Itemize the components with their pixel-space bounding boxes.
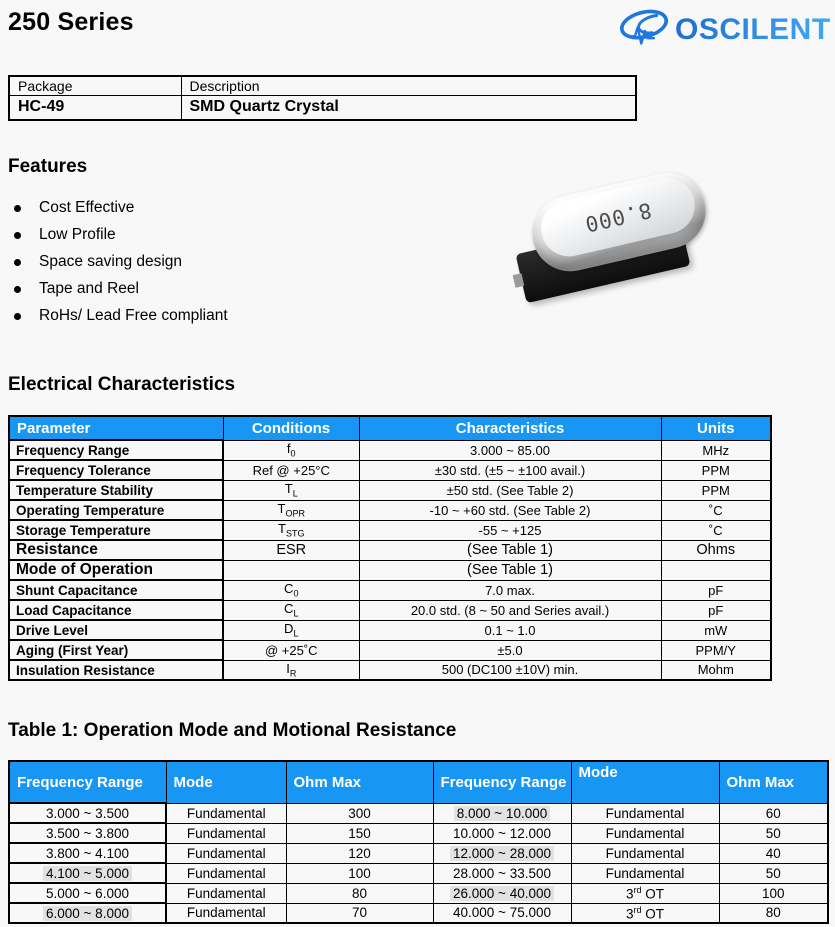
oscilent-logo xyxy=(615,5,831,55)
t1-ohm-right-cell: 80 xyxy=(719,903,828,923)
t1-mode-right-cell: 3rd OT xyxy=(571,903,719,923)
ec-conditions-cell: $C_L$ xyxy=(223,600,359,620)
t1-ohm-left-cell: 300 xyxy=(286,803,433,823)
t1-row xyxy=(9,803,828,823)
electrical-characteristics-table xyxy=(8,415,772,681)
frequency-range-value: 28.000 ~ 33.500 xyxy=(453,865,551,881)
ec-units-cell: ˚C xyxy=(661,520,771,540)
table1-heading: Table 1: Operation Mode and Motional Resistance xyxy=(8,720,457,741)
ec-header-conditions: Conditions xyxy=(223,416,359,440)
operation-mode-table xyxy=(8,760,829,924)
t1-header-ohm-right: Ohm Max xyxy=(719,761,828,803)
t1-header-row xyxy=(9,761,828,803)
features-list xyxy=(8,200,228,335)
features-heading: Features xyxy=(8,156,88,177)
feature-item: Tape and Reel xyxy=(8,281,228,297)
t1-header-freq-left: Frequency Range xyxy=(9,761,166,803)
t1-freq-right-cell xyxy=(433,863,571,883)
ec-parameter-cell: Load Capacitance xyxy=(9,600,223,620)
ec-units-cell: pF xyxy=(661,600,771,620)
t1-freq-left-cell xyxy=(9,903,166,923)
page-title: 250 Series xyxy=(8,8,134,36)
ec-conditions-cell: $T_{STG}$ xyxy=(223,520,359,540)
t1-freq-right-cell xyxy=(433,843,571,863)
t1-ohm-right-cell: 100 xyxy=(719,883,828,903)
ec-units-cell: pF xyxy=(661,580,771,600)
ec-row xyxy=(9,640,771,660)
feature-item: Cost Effective xyxy=(8,200,228,216)
t1-header-mode-left: Mode xyxy=(166,761,286,803)
t1-row xyxy=(9,903,828,923)
t1-header-freq-right: Frequency Range xyxy=(433,761,571,803)
t1-mode-right-cell: Fundamental xyxy=(571,803,719,823)
ec-units-cell: PPM xyxy=(661,460,771,480)
t1-mode-left-cell: Fundamental xyxy=(166,843,286,863)
ec-row xyxy=(9,560,771,580)
t1-mode-right-cell: Fundamental xyxy=(571,843,719,863)
t1-row xyxy=(9,863,828,883)
ec-header-characteristics: Characteristics xyxy=(359,416,661,440)
frequency-range-value: 8.000 ~ 10.000 xyxy=(454,806,550,821)
t1-freq-left-cell xyxy=(9,823,166,843)
ec-parameter-cell: Aging (First Year) xyxy=(9,640,223,660)
feature-item: Space saving design xyxy=(8,254,228,270)
t1-freq-right-cell xyxy=(433,823,571,843)
frequency-range-value: 3.000 ~ 3.500 xyxy=(46,805,129,821)
package-table-row xyxy=(9,95,636,120)
package-header: Package xyxy=(9,76,181,95)
ec-row xyxy=(9,500,771,520)
frequency-range-value: 26.000 ~ 40.000 xyxy=(450,886,554,901)
package-table-header-row xyxy=(9,76,636,95)
ec-row xyxy=(9,660,771,680)
ec-characteristics-cell: 0.1 ~ 1.0 xyxy=(359,620,661,640)
t1-ohm-right-cell: 50 xyxy=(719,823,828,843)
t1-freq-left-cell xyxy=(9,863,166,883)
ec-conditions-cell xyxy=(223,560,359,580)
description-header: Description xyxy=(181,76,636,95)
ec-conditions-cell: $D_L$ xyxy=(223,620,359,640)
frequency-range-value: 6.000 ~ 8.000 xyxy=(43,906,132,921)
t1-mode-left-cell: Fundamental xyxy=(166,863,286,883)
ec-units-cell xyxy=(661,560,771,580)
frequency-range-value: 40.000 ~ 75.000 xyxy=(453,905,551,921)
t1-mode-right-cell: 3rd OT xyxy=(571,883,719,903)
frequency-range-value: 3.800 ~ 4.100 xyxy=(46,845,129,861)
ec-characteristics-cell: 7.0 max. xyxy=(359,580,661,600)
ec-characteristics-cell: -55 ~ +125 xyxy=(359,520,661,540)
ec-parameter-cell: Shunt Capacitance xyxy=(9,580,223,600)
ec-conditions-cell: @ +25˚C xyxy=(223,640,359,660)
ec-units-cell: Ohms xyxy=(661,540,771,560)
ec-characteristics-cell: ±5.0 xyxy=(359,640,661,660)
ec-characteristics-cell: 20.0 std. (8 ~ 50 and Series avail.) xyxy=(359,600,661,620)
frequency-range-value: 4.100 ~ 5.000 xyxy=(43,866,132,881)
feature-item: RoHs/ Lead Free compliant xyxy=(8,308,228,324)
ec-conditions-cell: $I_R$ xyxy=(223,660,359,680)
t1-ohm-left-cell: 100 xyxy=(286,863,433,883)
ec-characteristics-cell: (See Table 1) xyxy=(359,560,661,580)
electrical-characteristics-heading: Electrical Characteristics xyxy=(8,374,236,395)
t1-ohm-right-cell: 60 xyxy=(719,803,828,823)
ec-units-cell: PPM/Y xyxy=(661,640,771,660)
crystal-product-image xyxy=(505,175,715,310)
description-value: SMD Quartz Crystal xyxy=(181,95,636,120)
t1-mode-right-cell: Fundamental xyxy=(571,863,719,883)
package-value: HC-49 xyxy=(9,95,181,120)
ec-parameter-cell: Insulation Resistance xyxy=(9,660,223,680)
ec-units-cell: PPM xyxy=(661,480,771,500)
ec-header-parameter: Parameter xyxy=(9,416,223,440)
ec-row xyxy=(9,460,771,480)
t1-freq-right-cell xyxy=(433,903,571,923)
ec-characteristics-cell: ±50 std. (See Table 2) xyxy=(359,480,661,500)
package-table xyxy=(8,75,637,121)
t1-ohm-left-cell: 70 xyxy=(286,903,433,923)
t1-row xyxy=(9,883,828,903)
ec-conditions-cell: ESR xyxy=(223,540,359,560)
frequency-range-value: 12.000 ~ 28.000 xyxy=(450,846,554,861)
ec-conditions-cell: Ref @ +25°C xyxy=(223,460,359,480)
t1-mode-left-cell: Fundamental xyxy=(166,883,286,903)
ec-row xyxy=(9,620,771,640)
ec-parameter-cell: Frequency Range xyxy=(9,440,223,460)
t1-freq-left-cell xyxy=(9,803,166,823)
t1-header-mode-right: Mode xyxy=(571,761,719,803)
ec-conditions-cell: $T_L$ xyxy=(223,480,359,500)
feature-item: Low Profile xyxy=(8,227,228,243)
ec-parameter-cell: Operating Temperature xyxy=(9,500,223,520)
t1-header-ohm-left: Ohm Max xyxy=(286,761,433,803)
ec-characteristics-cell: (See Table 1) xyxy=(359,540,661,560)
ec-characteristics-cell: 500 (DC100 ±10V) min. xyxy=(359,660,661,680)
ec-parameter-cell: Drive Level xyxy=(9,620,223,640)
ec-characteristics-cell: -10 ~ +60 std. (See Table 2) xyxy=(359,500,661,520)
ec-characteristics-cell: ±30 std. (±5 ~ ±100 avail.) xyxy=(359,460,661,480)
ec-conditions-cell: $T_{OPR}$ xyxy=(223,500,359,520)
ec-parameter-cell: Frequency Tolerance xyxy=(9,460,223,480)
t1-mode-right-cell: Fundamental xyxy=(571,823,719,843)
t1-mode-left-cell: Fundamental xyxy=(166,803,286,823)
ec-row xyxy=(9,440,771,460)
logo-swirl-icon xyxy=(615,5,673,55)
ec-characteristics-cell: 3.000 ~ 85.00 xyxy=(359,440,661,460)
frequency-range-value: 3.500 ~ 3.800 xyxy=(46,825,129,841)
logo-text: OSCILENT xyxy=(675,13,831,46)
frequency-range-value: 5.000 ~ 6.000 xyxy=(46,885,129,901)
t1-freq-left-cell xyxy=(9,883,166,903)
ec-units-cell: mW xyxy=(661,620,771,640)
ec-units-cell: ˚C xyxy=(661,500,771,520)
ec-parameter-cell: Resistance xyxy=(9,540,223,560)
t1-ohm-right-cell: 40 xyxy=(719,843,828,863)
t1-ohm-left-cell: 120 xyxy=(286,843,433,863)
t1-ohm-left-cell: 150 xyxy=(286,823,433,843)
ec-units-cell: MHz xyxy=(661,440,771,460)
t1-ohm-left-cell: 80 xyxy=(286,883,433,903)
ec-conditions-cell: $C_0$ xyxy=(223,580,359,600)
t1-ohm-right-cell: 50 xyxy=(719,863,828,883)
ec-row xyxy=(9,600,771,620)
t1-freq-left-cell xyxy=(9,843,166,863)
t1-freq-right-cell xyxy=(433,803,571,823)
t1-row xyxy=(9,823,828,843)
ec-row xyxy=(9,580,771,600)
t1-mode-left-cell: Fundamental xyxy=(166,823,286,843)
ec-parameter-cell: Mode of Operation xyxy=(9,560,223,580)
ec-row xyxy=(9,520,771,540)
ec-units-cell: Mohm xyxy=(661,660,771,680)
ec-parameter-cell: Temperature Stability xyxy=(9,480,223,500)
crystal-frequency-marking: 8.000 xyxy=(581,197,654,237)
t1-row xyxy=(9,843,828,863)
ec-row xyxy=(9,540,771,560)
t1-mode-left-cell: Fundamental xyxy=(166,903,286,923)
ec-header-units: Units xyxy=(661,416,771,440)
ec-header-row xyxy=(9,416,771,440)
ec-row xyxy=(9,480,771,500)
ec-conditions-cell: $f_0$ xyxy=(223,440,359,460)
t1-freq-right-cell xyxy=(433,883,571,903)
ec-parameter-cell: Storage Temperature xyxy=(9,520,223,540)
frequency-range-value: 10.000 ~ 12.000 xyxy=(453,825,551,841)
